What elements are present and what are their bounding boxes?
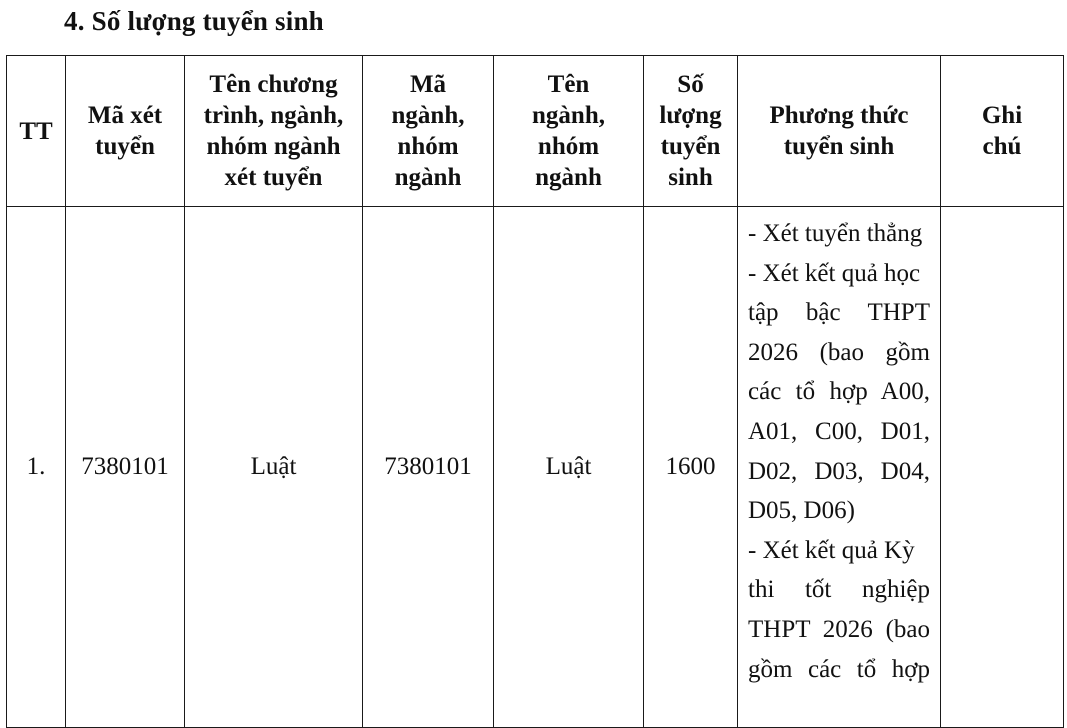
admission-quota-table — [6, 55, 1064, 728]
header-ten-nganh: Tên ngành, nhóm ngành — [494, 56, 644, 207]
method-line: D05, D06) — [748, 497, 855, 525]
cell-tt: 1. — [7, 207, 66, 728]
method-line: 2026 (bao gồm — [748, 338, 930, 366]
method-line: - Xét tuyển thẳng — [748, 220, 923, 247]
table-header-row — [7, 56, 1064, 207]
header-ma-xet-tuyen: Mã xét tuyển — [66, 56, 185, 207]
header-ghi-chu: Ghi chú — [941, 56, 1064, 207]
cell-ghi-chu — [941, 207, 1064, 728]
cell-so-luong: 1600 — [644, 207, 738, 728]
header-ma-nganh: Mã ngành, nhóm ngành — [363, 56, 494, 207]
method-line: D02, D03, D04, — [748, 457, 930, 485]
method-line: THPT 2026 (bao — [748, 615, 930, 643]
cell-ma-nganh: 7380101 — [363, 207, 494, 728]
method-line: thi tốt nghiệp — [748, 576, 930, 604]
cell-ten-nganh: Luật — [494, 207, 644, 728]
header-phuong-thuc: Phương thức tuyển sinh — [738, 56, 941, 207]
header-so-luong: Số lượng tuyển sinh — [644, 56, 738, 207]
cell-ma-xet-tuyen: 7380101 — [66, 207, 185, 728]
admission-method-list — [738, 207, 940, 689]
header-tt: TT — [7, 56, 66, 207]
cell-ten-chuong-trinh: Luật — [185, 207, 363, 728]
method-line: tập bậc THPT — [748, 299, 930, 327]
section-title: 4. Số lượng tuyển sinh — [64, 6, 324, 36]
method-line: gồm các tổ hợp — [748, 655, 930, 683]
method-line: - Xét kết quả Kỳ — [748, 536, 915, 564]
method-line: A01, C00, D01, — [748, 417, 930, 445]
header-ten-chuong-trinh: Tên chương trình, ngành, nhóm ngành xét tuyển — [185, 56, 363, 207]
cell-phuong-thuc — [738, 207, 941, 728]
method-line: các tổ hợp A00, — [748, 378, 930, 406]
table-row — [7, 207, 1064, 728]
method-line: - Xét kết quả học — [748, 259, 921, 287]
